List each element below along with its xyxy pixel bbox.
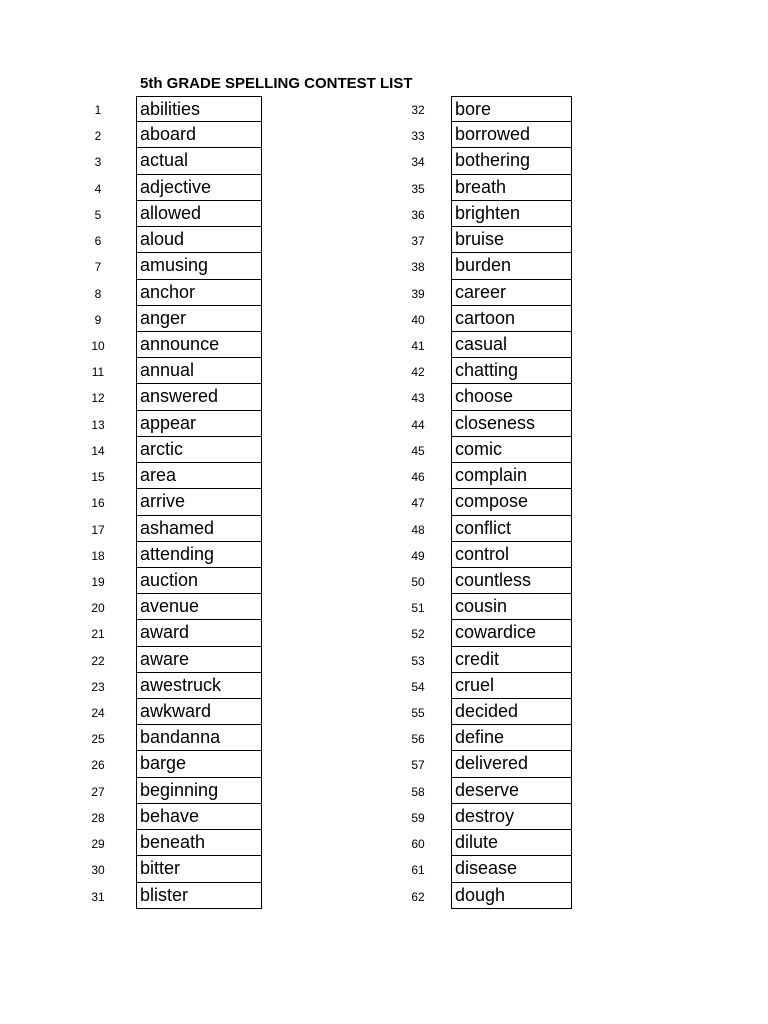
word-number: 37 — [411, 234, 425, 249]
word-number: 12 — [91, 391, 105, 406]
word-cell: disease — [451, 856, 572, 882]
word-number: 30 — [91, 863, 105, 878]
word-number: 56 — [411, 732, 425, 747]
word-cell: arrive — [136, 489, 262, 515]
word-number: 16 — [91, 496, 105, 511]
word-number: 43 — [411, 391, 425, 406]
word-cell: barge — [136, 751, 262, 777]
word-cell: appear — [136, 411, 262, 437]
word-cell: beginning — [136, 778, 262, 804]
word-cell: cartoon — [451, 306, 572, 332]
word-number: 29 — [91, 837, 105, 852]
word-cell: complain — [451, 463, 572, 489]
word-cell: decided — [451, 699, 572, 725]
word-number: 27 — [91, 784, 105, 799]
word-number: 1 — [94, 103, 102, 117]
word-number: 46 — [411, 470, 425, 485]
page-title: 5th GRADE SPELLING CONTEST LIST — [140, 75, 413, 92]
word-number: 42 — [411, 365, 425, 380]
word-cell: casual — [451, 332, 572, 358]
word-cell: allowed — [136, 201, 262, 227]
word-cell: bandanna — [136, 725, 262, 751]
word-number: 10 — [91, 338, 105, 353]
word-number: 32 — [411, 103, 425, 117]
word-number: 55 — [411, 706, 425, 721]
word-number: 6 — [94, 234, 102, 249]
word-cell: burden — [451, 253, 572, 279]
word-cell: abilities — [136, 96, 262, 122]
word-cell: define — [451, 725, 572, 751]
word-number: 19 — [91, 574, 105, 589]
word-cell: comic — [451, 437, 572, 463]
word-cell: avenue — [136, 594, 262, 620]
word-number: 33 — [411, 129, 425, 144]
word-cell: deserve — [451, 778, 572, 804]
word-number: 62 — [411, 889, 425, 904]
word-cell: control — [451, 542, 572, 568]
word-number: 4 — [94, 181, 102, 196]
word-cell: borrowed — [451, 122, 572, 148]
word-cell: award — [136, 620, 262, 646]
word-cell: aloud — [136, 227, 262, 253]
word-number: 41 — [411, 338, 425, 353]
word-cell: bruise — [451, 227, 572, 253]
word-cell: delivered — [451, 751, 572, 777]
word-number: 51 — [411, 601, 425, 616]
word-number: 23 — [91, 679, 105, 694]
word-number: 58 — [411, 784, 425, 799]
word-cell: actual — [136, 148, 262, 174]
word-number: 45 — [411, 443, 425, 458]
word-cell: chatting — [451, 358, 572, 384]
word-cell: choose — [451, 384, 572, 410]
word-number: 50 — [411, 574, 425, 589]
word-cell: bothering — [451, 148, 572, 174]
word-number: 28 — [91, 810, 105, 825]
word-cell: aware — [136, 647, 262, 673]
word-cell: bitter — [136, 856, 262, 882]
word-number: 49 — [411, 548, 425, 563]
word-cell: answered — [136, 384, 262, 410]
word-cell: annual — [136, 358, 262, 384]
word-cell: cowardice — [451, 620, 572, 646]
word-number: 40 — [411, 312, 425, 327]
word-cell: adjective — [136, 175, 262, 201]
word-number: 44 — [411, 417, 425, 432]
word-number: 59 — [411, 810, 425, 825]
word-cell: awkward — [136, 699, 262, 725]
word-number: 18 — [91, 548, 105, 563]
word-cell: attending — [136, 542, 262, 568]
word-cell: arctic — [136, 437, 262, 463]
word-number: 60 — [411, 837, 425, 852]
word-number: 47 — [411, 496, 425, 511]
word-number: 39 — [411, 286, 425, 301]
word-cell: amusing — [136, 253, 262, 279]
word-cell: career — [451, 280, 572, 306]
word-number: 53 — [411, 653, 425, 668]
word-cell: blister — [136, 883, 262, 909]
word-number: 5 — [94, 207, 102, 222]
word-number: 38 — [411, 260, 425, 275]
word-number: 14 — [91, 443, 105, 458]
word-cell: area — [136, 463, 262, 489]
word-number: 25 — [91, 732, 105, 747]
word-cell: aboard — [136, 122, 262, 148]
word-number: 52 — [411, 627, 425, 642]
word-cell: dilute — [451, 830, 572, 856]
word-number: 7 — [94, 260, 102, 275]
word-cell: cruel — [451, 673, 572, 699]
word-number: 54 — [411, 679, 425, 694]
word-number: 2 — [94, 129, 102, 144]
word-number: 22 — [91, 653, 105, 668]
word-number: 61 — [411, 863, 425, 878]
word-number: 26 — [91, 758, 105, 773]
word-number: 24 — [91, 706, 105, 721]
word-number: 13 — [91, 417, 105, 432]
word-cell: behave — [136, 804, 262, 830]
word-cell: anger — [136, 306, 262, 332]
word-number: 31 — [91, 889, 105, 904]
word-number: 9 — [94, 312, 102, 327]
word-cell: brighten — [451, 201, 572, 227]
word-cell: auction — [136, 568, 262, 594]
word-cell: countless — [451, 568, 572, 594]
word-cell: beneath — [136, 830, 262, 856]
word-number: 48 — [411, 522, 425, 537]
word-cell: announce — [136, 332, 262, 358]
word-cell: anchor — [136, 280, 262, 306]
word-number: 21 — [91, 627, 105, 642]
word-cell: bore — [451, 96, 572, 122]
word-number: 36 — [411, 207, 425, 222]
word-number: 8 — [94, 286, 102, 301]
word-cell: closeness — [451, 411, 572, 437]
word-number: 17 — [91, 522, 105, 537]
word-number: 15 — [91, 470, 105, 485]
word-cell: breath — [451, 175, 572, 201]
word-cell: conflict — [451, 516, 572, 542]
word-number: 3 — [94, 155, 102, 170]
word-cell: cousin — [451, 594, 572, 620]
word-cell: dough — [451, 883, 572, 909]
word-number: 11 — [91, 365, 105, 380]
word-cell: compose — [451, 489, 572, 515]
word-number: 34 — [411, 155, 425, 170]
word-cell: credit — [451, 647, 572, 673]
word-number: 20 — [91, 601, 105, 616]
word-number: 57 — [411, 758, 425, 773]
word-cell: awestruck — [136, 673, 262, 699]
word-number: 35 — [411, 181, 425, 196]
word-cell: destroy — [451, 804, 572, 830]
word-cell: ashamed — [136, 516, 262, 542]
